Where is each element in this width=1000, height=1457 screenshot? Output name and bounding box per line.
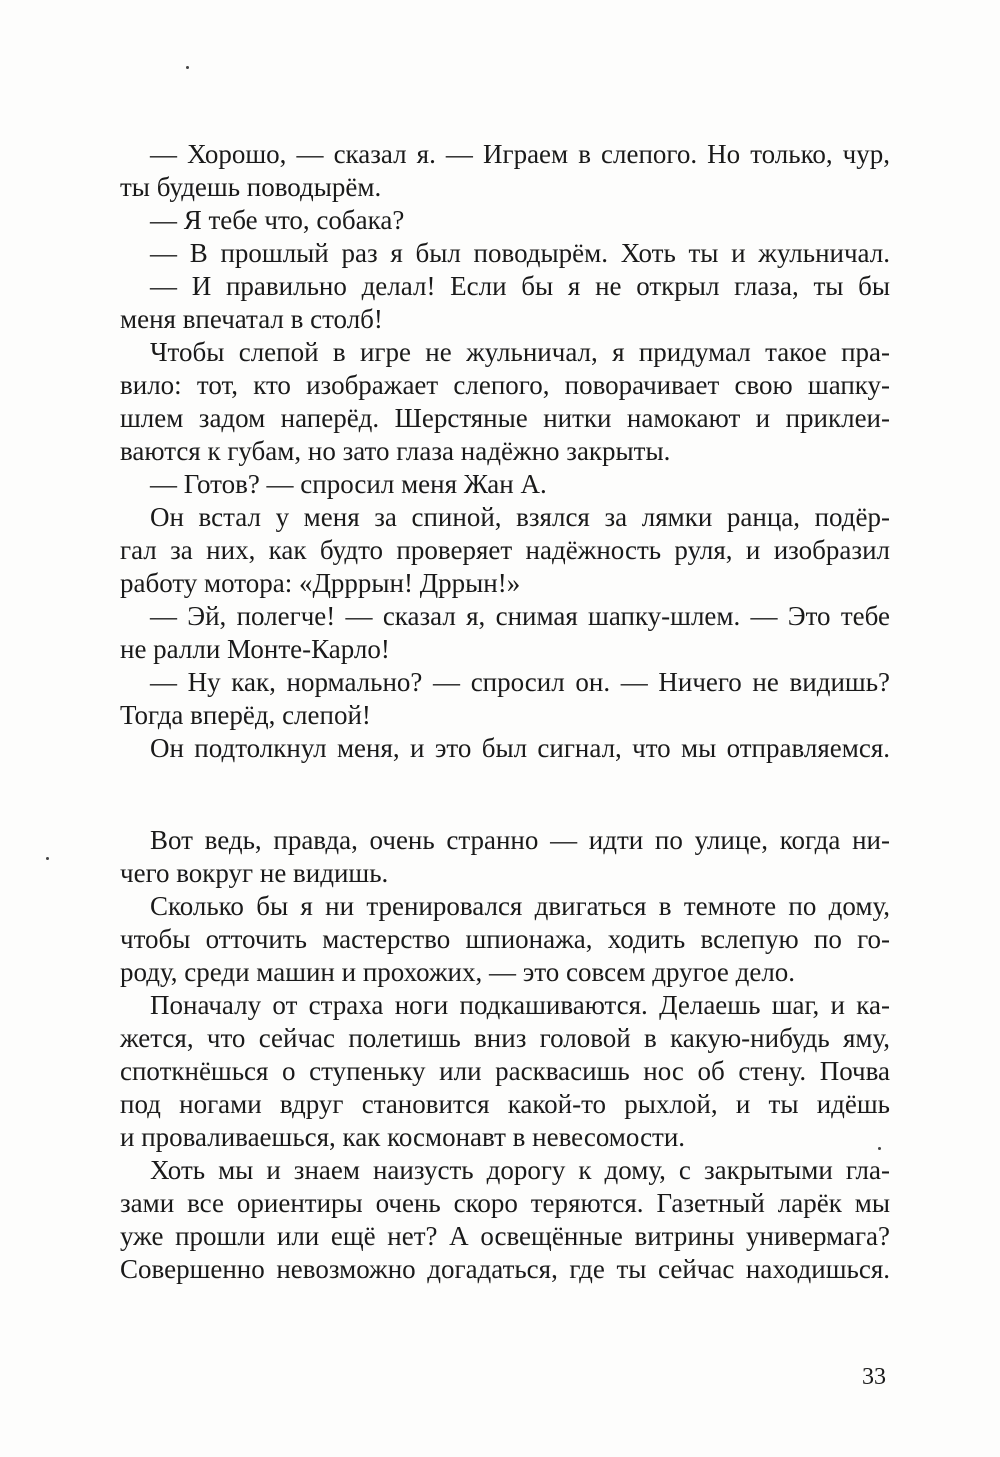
text-line: работу мотора: «Дрррын! Дррын!» xyxy=(120,568,521,598)
text-line: роду, среди машин и прохожих, — это совсем другое дело. xyxy=(120,957,796,987)
text-line: Совершенно невозможно догадаться, где ты сейчас находишься. xyxy=(120,1254,890,1284)
page-speck xyxy=(186,66,189,69)
text-line: шлем задом наперёд. Шерстяные нитки намокают и приклеи- xyxy=(120,403,890,433)
text-line: меня впечатал в столб! xyxy=(120,304,383,334)
page-speck xyxy=(46,857,49,860)
text-line: Он встал у меня за спиной, взялся за лямки ранца, подёр- xyxy=(150,502,890,532)
text-line: — Ну как, нормально? — спросил он. — Ничего не видишь? xyxy=(150,667,890,697)
text-line: Вот ведь, правда, очень странно — идти по улице, когда ни- xyxy=(150,825,890,855)
text-line: гал за них, как будто проверяет надёжность руля, и изобразил xyxy=(120,535,890,565)
text-line: Хоть мы и знаем наизусть дорогу к дому, с закрытыми гла- xyxy=(150,1155,890,1185)
text-line: не ралли Монте-Карло! xyxy=(120,634,390,664)
text-line: — И правильно делал! Если бы я не открыл глаза, ты бы xyxy=(150,271,890,301)
text-line: Поначалу от страха ноги подкашиваются. Делаешь шаг, и ка- xyxy=(150,990,890,1020)
text-line: споткнёшься о ступеньку или расквасишь нос об стену. Почва xyxy=(120,1056,890,1086)
text-line: Он подтолкнул меня, и это был сигнал, что мы отправляемся. xyxy=(150,733,890,763)
text-line: вило: тот, кто изображает слепого, поворачивает свою шапку- xyxy=(120,370,890,400)
text-line: — В прошлый раз я был поводырём. Хоть ты и жульничал. xyxy=(150,238,890,268)
text-block-narrative xyxy=(120,824,890,1286)
text-line: — Готов? — спросил меня Жан А. xyxy=(150,469,547,499)
text-line: Чтобы слепой в игре не жульничал, я придумал такое пра- xyxy=(150,337,890,367)
text-line: — Эй, полегче! — сказал я, снимая шапку-шлем. — Это тебе xyxy=(150,601,890,631)
text-line: под ногами вдруг становится какой-то рыхлой, и ты идёшь xyxy=(120,1089,890,1119)
text-line: Сколько бы я ни тренировался двигаться в темноте по дому, xyxy=(150,891,890,921)
text-line: и проваливаешься, как космонавт в невесомости. xyxy=(120,1122,686,1152)
text-line: ты будешь поводырём. xyxy=(120,172,382,202)
page-number: 33 xyxy=(862,1364,886,1390)
text-line: чтобы отточить мастерство шпионажа, ходить вслепую по го- xyxy=(120,924,890,954)
text-line: зами все ориентиры очень скоро теряются. Газетный ларёк мы xyxy=(120,1188,890,1218)
text-line: жется, что сейчас полетишь вниз головой в какую-нибудь яму, xyxy=(120,1023,890,1053)
text-line: чего вокруг не видишь. xyxy=(120,858,389,888)
text-line: ваются к губам, но зато глаза надёжно закрыты. xyxy=(120,436,671,466)
text-line: Тогда вперёд, слепой! xyxy=(120,700,371,730)
text-line: уже прошли или ещё нет? А освещённые витрины универмага? xyxy=(120,1221,890,1251)
text-line: — Хорошо, — сказал я. — Играем в слепого. Но только, чур, xyxy=(150,139,890,169)
text-block-dialogue xyxy=(120,138,890,765)
text-line: — Я тебе что, собака? xyxy=(150,205,405,235)
